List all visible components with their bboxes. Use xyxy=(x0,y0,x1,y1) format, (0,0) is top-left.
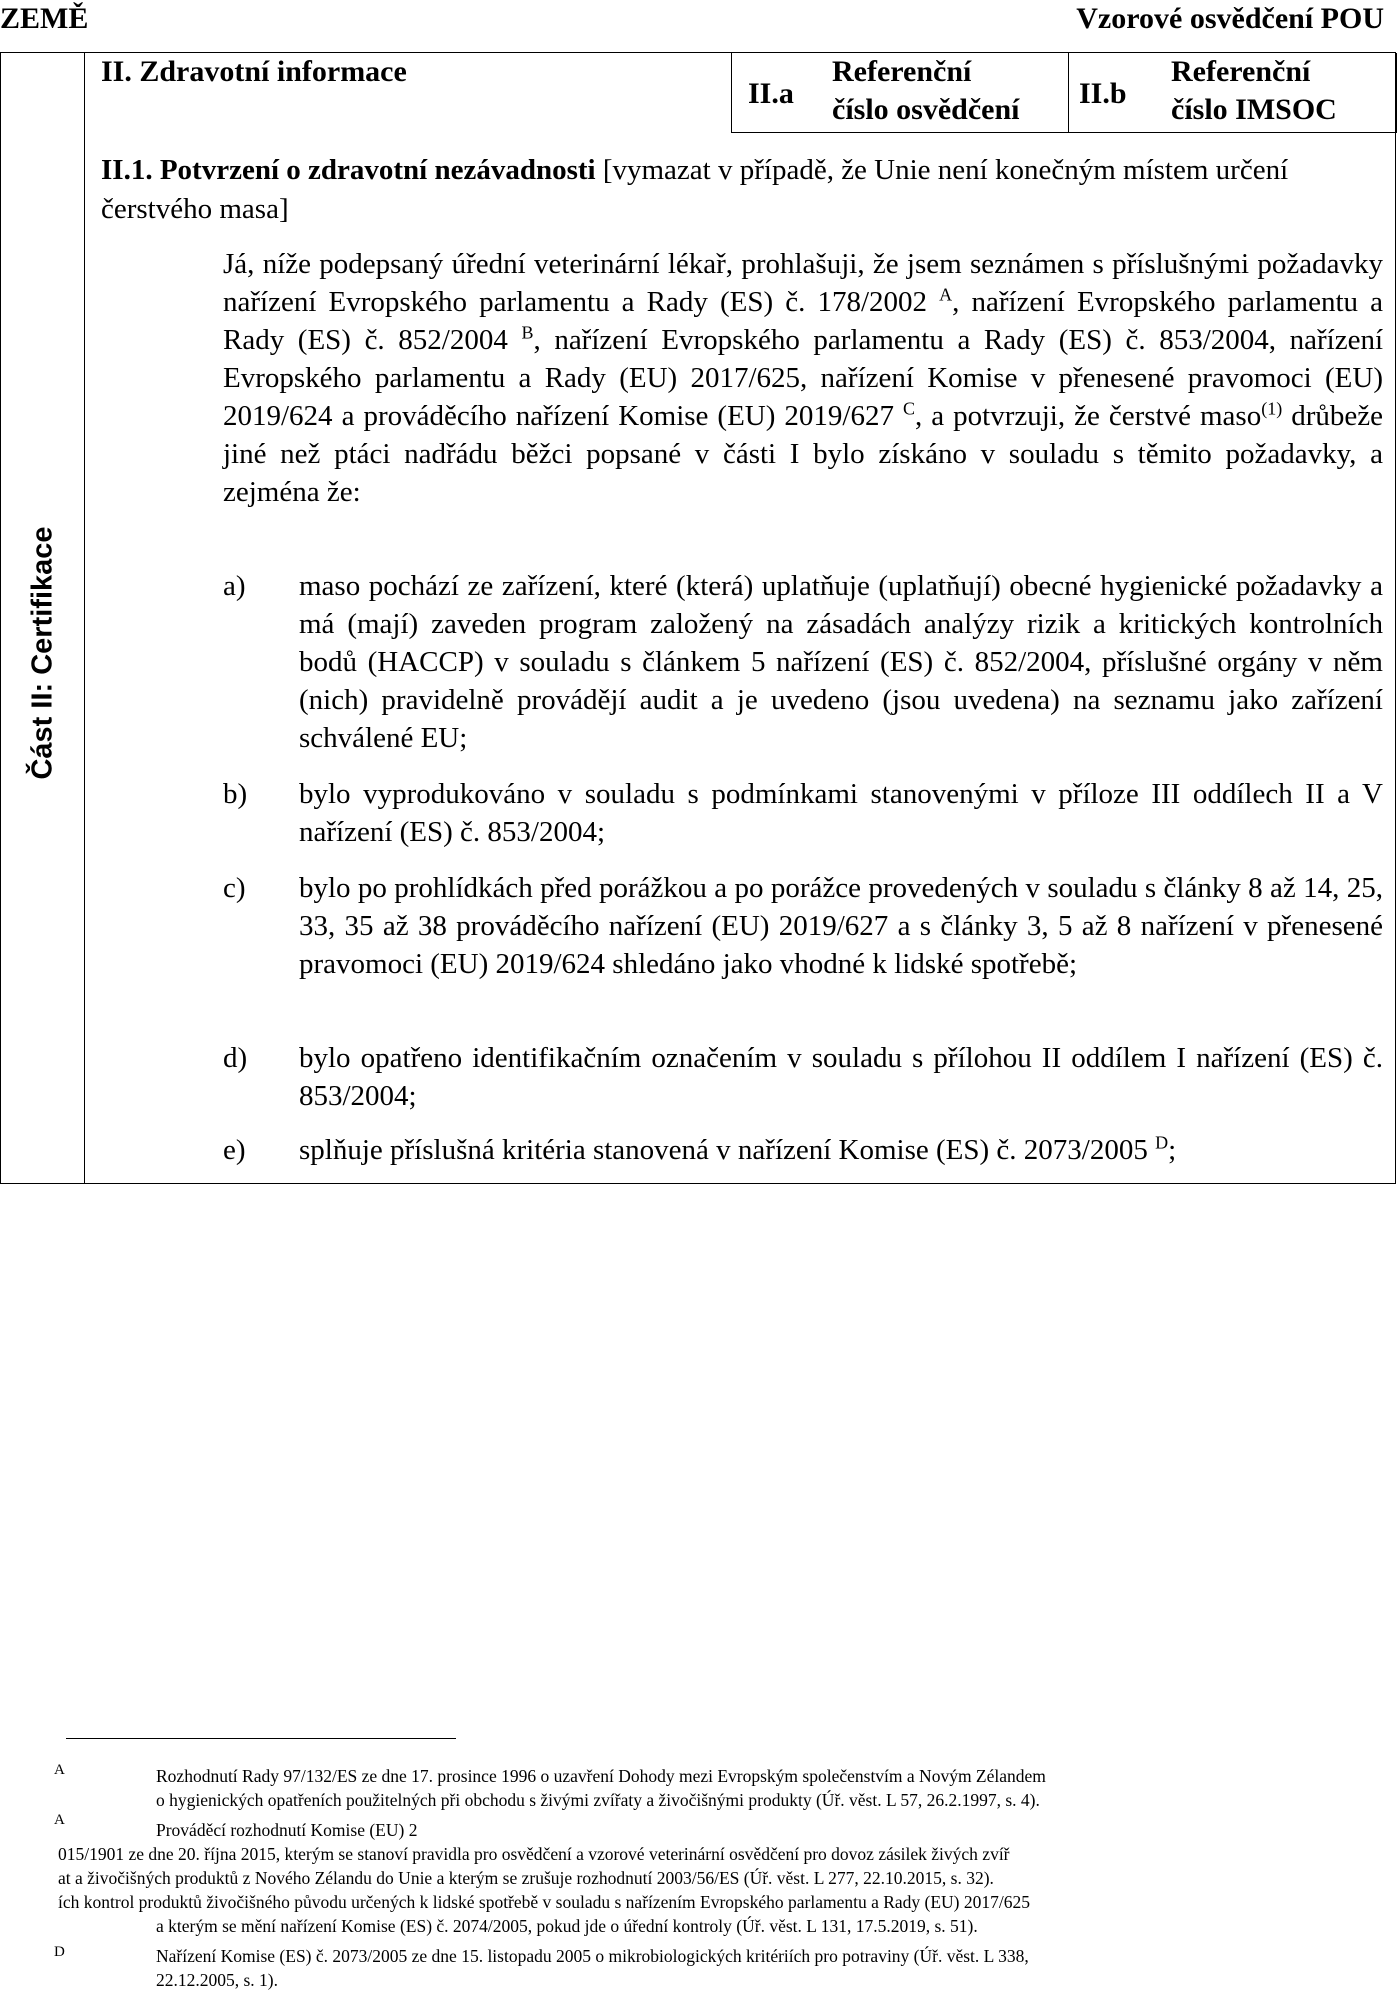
footnote-a2-line2: 015/1901 ze dne 20. října 2015, kterým se stanoví pravidla pro osvědčení a vzorové veterinární osvědčení pro dovoz zásilek živých zvíř xyxy=(58,1844,1010,1864)
footnote-d-line2: 22.12.2005, s. 1). xyxy=(156,1970,279,1990)
reference-box-certificate xyxy=(731,53,1069,133)
list-item xyxy=(223,1131,1383,1169)
list-item-letter: a) xyxy=(223,570,246,602)
reference-box-imsoc xyxy=(1069,53,1397,133)
footnote-d-line1: Nařízení Komise (ES) č. 2073/2005 ze dne 15. listopadu 2005 o mikrobiologických kritériích pro potraviny (Úř. věst. L 338, xyxy=(156,1946,1029,1966)
footnote-ref-1: (1) xyxy=(1261,398,1283,419)
footnote-ref-c: C xyxy=(902,398,915,419)
reference-code-a: II.a xyxy=(748,77,794,110)
certificate-frame xyxy=(0,52,1396,1184)
list-item-letter: b) xyxy=(223,778,248,810)
list-item-text: maso pochází ze zařízení, které (která) uplatňuje (uplatňují) obecné hygienické požadavky a má (mají) zaveden program založený na zásadách analýzy rizik a kritických kontrolních bodů (HACCP) v souladu s článkem 5 nařízení (ES) č. 852/2004, příslušné orgány v něm (nich) pravidelně provádějí audit a je uvedeno (jsou uvedena) na seznamu jako zařízení schválené EU; xyxy=(299,570,1383,754)
list-item-text xyxy=(299,1131,1383,1169)
certificate-model-header: Vzorové osvědčení POU xyxy=(1076,2,1384,35)
attestation-note: [vymazat v případě, že Unie není konečným místem určení čerstvého masa] xyxy=(101,154,1289,225)
footnote-mark-a: A xyxy=(54,1762,65,1778)
list-item-letter: e) xyxy=(223,1134,246,1166)
reference-label-a-line1: Referenční xyxy=(832,55,972,88)
attestation-heading xyxy=(101,151,1383,229)
part-label: Část II: Certifikace xyxy=(26,526,59,780)
intro-part-4: , a potvrzuji, že čerstvé maso xyxy=(915,400,1262,432)
attestation-number: II.1. xyxy=(101,154,153,186)
list-item xyxy=(223,869,1383,983)
list-item xyxy=(223,1039,1383,1115)
intro-part-3: , nařízení Evropského parlamentu a Rady (ES) č. 853/2004, nařízení Evropského parlamentu a Rady (EU) 2017/625, nařízení Komise v přenesené pravomoci (EU) 2019/624 a prováděcího nařízení Komise (EU) 2019/627 xyxy=(223,324,1384,432)
list-item xyxy=(223,775,1383,851)
attestation-intro xyxy=(223,245,1383,511)
list-item-text: bylo vyprodukováno v souladu s podmínkami stanovenými v příloze III oddílech II a V nařízení (ES) č. 853/2004; xyxy=(299,778,1383,848)
reference-label-a-line2: číslo osvědčení xyxy=(832,93,1020,126)
footnote-separator xyxy=(66,1738,456,1739)
footnote-a2-line1: Prováděcí rozhodnutí Komise (EU) 2 xyxy=(156,1820,418,1840)
list-item-text: bylo po prohlídkách před porážkou a po porážce provedených v souladu s články 8 až 14, 25, 33, 35 až 38 prováděcího nařízení (EU) 2019/627 a s články 3, 5 až 8 nařízení v přenesené pravomoci (EU) 2019/624 shledáno jako vhodné k lidské spotřebě; xyxy=(299,872,1383,980)
list-item-letter: d) xyxy=(223,1042,248,1074)
footnote-ref-d: D xyxy=(1155,1132,1169,1153)
footnote-a-line1: Rozhodnutí Rady 97/132/ES ze dne 17. prosince 1996 o uzavření Dohody mezi Evropským společenstvím a Novým Zélandem xyxy=(156,1766,1046,1786)
reference-label-b-line1: Referenční xyxy=(1171,55,1311,88)
reference-label-a xyxy=(832,53,1020,129)
list-item-text: bylo opatřeno identifikačním označením v souladu s přílohou II oddílem I nařízení (ES) č. 853/2004; xyxy=(299,1042,1383,1112)
footnote-ref-a: A xyxy=(939,284,953,305)
country-header: ZEMĚ xyxy=(0,2,89,35)
list-item-text-tail: ; xyxy=(1168,1134,1177,1166)
footnote-b-line2: a kterým se mění nařízení Komise (ES) č. 2074/2005, pokud jde o úřední kontroly (Úř. věst. L 131, 17.5.2019, s. 51). xyxy=(156,1916,978,1936)
footnote-mark-d: D xyxy=(54,1944,65,1960)
list-item-text-main: splňuje příslušná kritéria stanovená v nařízení Komise (ES) č. 2073/2005 xyxy=(299,1134,1148,1166)
reference-label-b xyxy=(1171,53,1337,129)
intro-part-1: Já, níže podepsaný úřední veterinární lékař, prohlašuji, že jsem seznámen s příslušnými požadavky nařízení Evropského parlamentu a Rady (ES) č. 178/2002 xyxy=(223,248,1383,318)
footnote-a-line2: o hygienických opatřeních použitelných při obchodu s živými zvířaty a živočišnými produkty (Úř. věst. L 57, 26.2.1997, s. 4). xyxy=(156,1790,1040,1810)
attestation-title: Potvrzení o zdravotní nezávadnosti xyxy=(159,154,596,186)
footnote-b-line1: ích kontrol produktů živočišného původu určených k lidské spotřebě v souladu s nařízením Evropského parlamentu a Rady (EU) 2017/625 xyxy=(58,1892,1031,1912)
footnote-mark-a2: A xyxy=(54,1812,65,1828)
intro-part-5: drůbeže jiné než ptáci nadřádu běžci popsané v části I bylo získáno v souladu s těmito požadavky, a zejména že: xyxy=(223,400,1384,508)
reference-code-b: II.b xyxy=(1079,77,1127,110)
list-item-letter: c) xyxy=(223,872,246,904)
reference-label-b-line2: číslo IMSOC xyxy=(1171,93,1337,126)
footnote-a xyxy=(156,1764,1046,1812)
part-sidebar xyxy=(1,53,85,1183)
footnote-d xyxy=(156,1944,1029,1992)
footnote-ref-b: B xyxy=(521,322,534,343)
list-item xyxy=(223,567,1383,757)
intro-part-2: , nařízení Evropského parlamentu a Rady (ES) č. 852/2004 xyxy=(223,286,1384,356)
section-title: II. Zdravotní informace xyxy=(101,55,407,88)
footnote-a2-line3: at a živočišných produktů z Nového Zélandu do Unie a kterým se zrušuje rozhodnutí 2003/56/ES (Úř. věst. L 277, 22.10.2015, s. 32). xyxy=(58,1868,994,1888)
